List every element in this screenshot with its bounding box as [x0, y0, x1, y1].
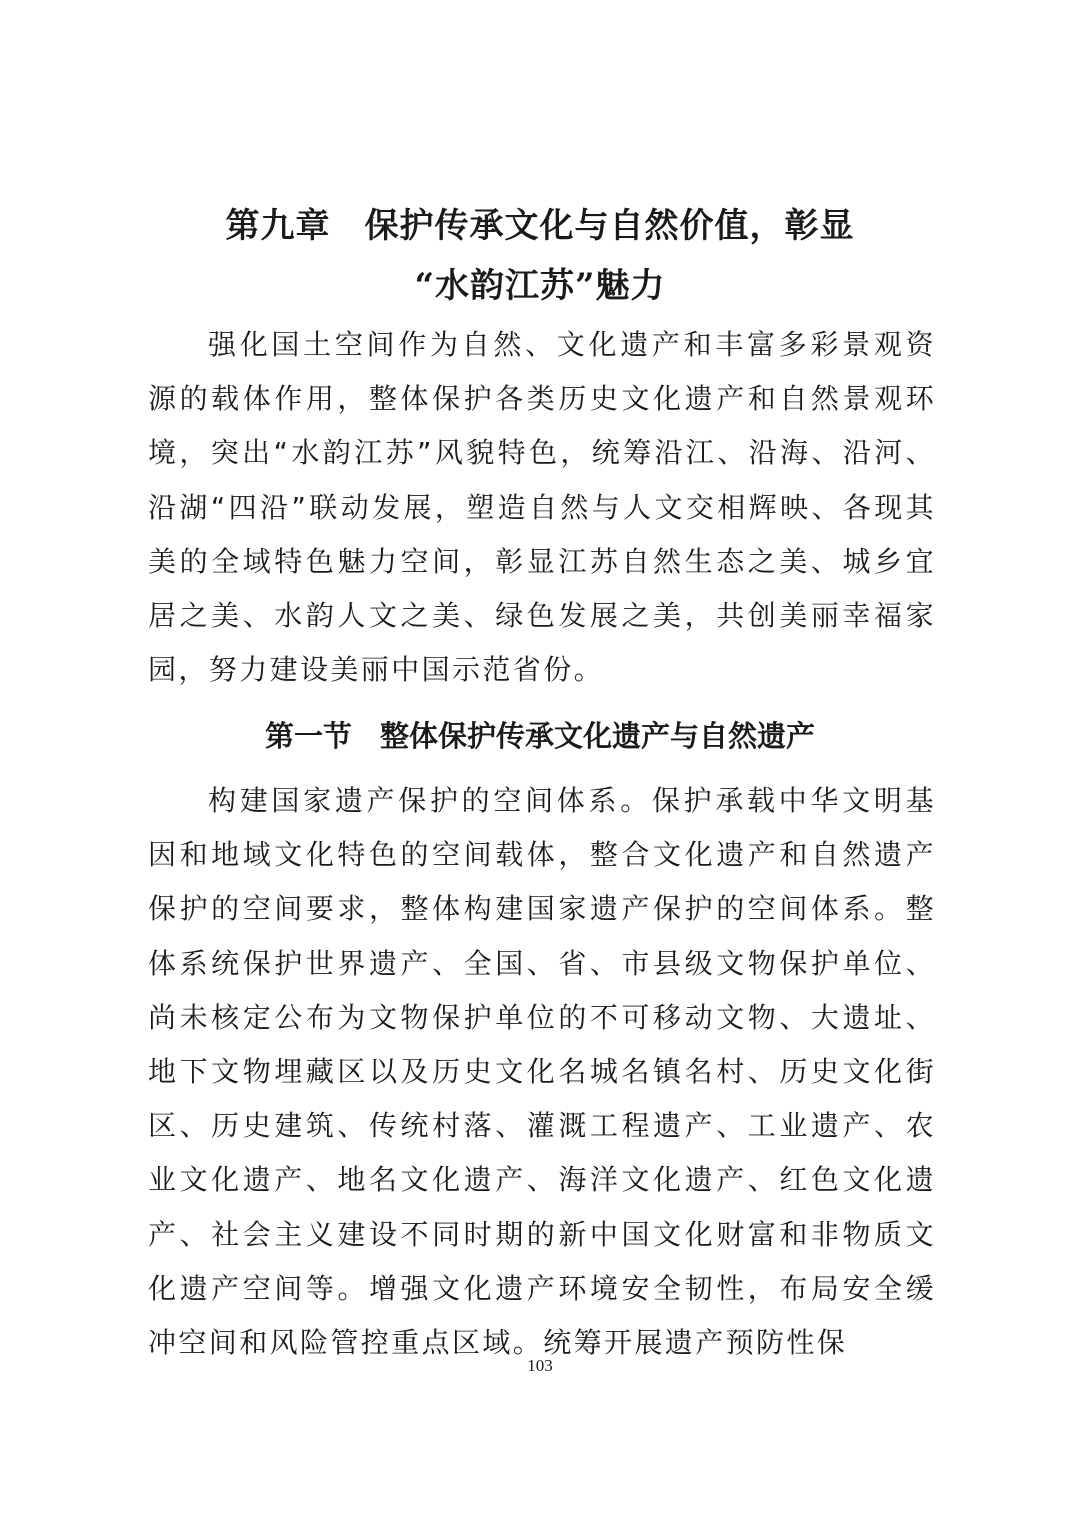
- intro-paragraph: 强化国土空间作为自然、文化遗产和丰富多彩景观资源的载体作用，整体保护各类历史文化遗产和自然景观环境，突出“水韵江苏”风貌特色，统筹沿江、沿海、沿河、沿湖“四沿”联动发展，塑造自然与人文交相辉映、各现其美的全域特色魅力空间，彰显江苏自然生态之美、城乡宜居之美、水韵人文之美、绿色发展之美，共创美丽幸福家园，努力建设美丽中国示范省份。: [148, 328, 936, 687]
- section-paragraph: 构建国家遗产保护的空间体系。保护承载中华文明基因和地域文化特色的空间载体，整合文化遗产和自然遗产保护的空间要求，整体构建国家遗产保护的空间体系。整体系统保护世界遗产、全国、省、市县级文物保护单位、尚未核定公布为文物保护单位的不可移动文物、大遗址、地下文物埋藏区以及历史文化名城名镇名村、历史文化街区、历史建筑、传统村落、灌溉工程遗产、工业遗产、农业文化遗产、地名文化遗产、海洋文化遗产、红色文化遗产、社会主义建设不同时期的新中国文化财富和非物质文化遗产空间等。增强文化遗产环境安全韧性，布局安全缓冲空间和风险管控重点区域。统筹开展遗产预防性保: [148, 784, 936, 1360]
- chapter-title-line2: “水韵江苏”魅力: [414, 266, 666, 306]
- page-number: 103: [527, 1356, 553, 1375]
- section-title: [0, 714, 1080, 755]
- chapter-label: 第九章: [225, 206, 331, 246]
- chapter-title-line1: 保护传承文化与自然价值，彰显: [364, 206, 855, 246]
- section-title-text: 整体保护传承文化遗产与自然遗产: [380, 719, 816, 753]
- chapter-title: [0, 198, 1080, 247]
- section-label: 第一节: [264, 719, 352, 753]
